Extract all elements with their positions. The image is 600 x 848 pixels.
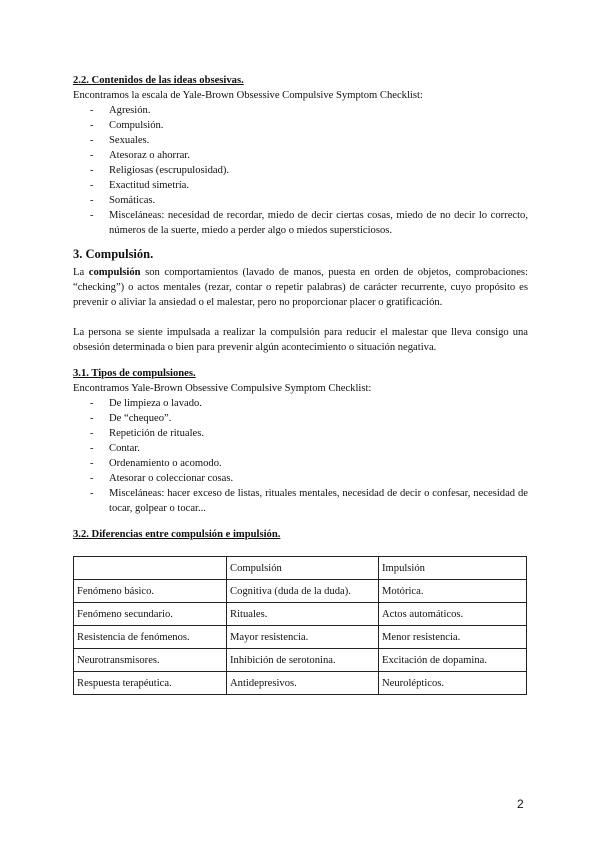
compulsion-types-list xyxy=(73,396,528,516)
compulsion-term: compulsión xyxy=(88,267,141,278)
table-cell: Fenómeno básico. xyxy=(74,580,227,603)
table-cell: Neurotransmisores. xyxy=(74,649,227,672)
table-cell: Fenómeno secundario. xyxy=(74,603,227,626)
section-3-2 xyxy=(73,527,528,542)
list-item: - De “chequeo”. xyxy=(90,413,172,424)
section-2-2-intro: Encontramos la escala de Yale-Brown Obsessive Compulsive Symptom Checklist: xyxy=(73,90,423,101)
table-cell: Neurolépticos. xyxy=(379,672,527,695)
table-cell: Motórica. xyxy=(379,580,527,603)
list-item: - Agresión. xyxy=(90,105,151,116)
page-number: 2 xyxy=(517,797,524,811)
table-row xyxy=(74,672,527,695)
list-item: - Somáticas. xyxy=(90,195,156,206)
table-row xyxy=(74,580,527,603)
list-item: - Misceláneas: hacer exceso de listas, rituales mentales, necesidad de decir o confesar, necesidad de tocar, golpear o tocar... xyxy=(90,488,528,514)
section-2-2-title: Contenidos de las ideas obsesivas. xyxy=(91,75,244,86)
list-item: - Repetición de rituales. xyxy=(90,428,205,439)
table-cell: Resistencia de fenómenos. xyxy=(74,626,227,649)
table-header-cell: Impulsión xyxy=(379,557,527,580)
table-row xyxy=(74,649,527,672)
table-header-cell: Compulsión xyxy=(227,557,379,580)
section-3 xyxy=(73,247,528,355)
section-3-1-intro: Encontramos Yale-Brown Obsessive Compulsive Symptom Checklist: xyxy=(73,383,372,394)
list-item: - De limpieza o lavado. xyxy=(90,398,202,409)
table-header-cell xyxy=(74,557,227,580)
list-item: - Ordenamiento o acomodo. xyxy=(90,458,222,469)
section-3-1-number: 3.1. xyxy=(73,368,89,379)
compulsion-paragraph-2: La persona se siente impulsada a realizar la compulsión para reducir el malestar que lleva consigo una obsesión determinada o bien para prevenir algún acontecimiento o situación negativa. xyxy=(73,327,528,353)
table-cell: Mayor resistencia. xyxy=(227,626,379,649)
list-item: - Exactitud simetría. xyxy=(90,180,190,191)
list-item: - Atesorar o coleccionar cosas. xyxy=(90,473,234,484)
table-cell: Antidepresivos. xyxy=(227,672,379,695)
list-item: - Atesoraz o ahorrar. xyxy=(90,150,190,161)
list-item: - Compulsión. xyxy=(90,120,164,131)
table-cell: Excitación de dopamina. xyxy=(379,649,527,672)
section-3-2-title: Diferencias entre compulsión e impulsión. xyxy=(91,529,281,540)
table-row xyxy=(74,626,527,649)
table-cell: Cognitiva (duda de la duda). xyxy=(227,580,379,603)
table-cell: Rituales. xyxy=(227,603,379,626)
comparison-table xyxy=(73,556,527,695)
compulsion-definition: La compulsión son comportamientos (lavado de manos, puesta en orden de objetos, comprobaciones: “checking”) o actos mentales (rezar, contar o repetir palabras) de carácter recurrente, cuyo propósito es prevenir o aliviar la ansiedad o el malestar, pero no proporcionar placer o gratificación. xyxy=(73,267,528,308)
list-item: - Misceláneas: necesidad de recordar, miedo de decir ciertas cosas, miedo de no decir lo correcto, números de la suerte, miedo a perder algo o miedos supersticiosos. xyxy=(90,210,528,236)
section-3-1-heading xyxy=(73,366,528,381)
table-cell: Inhibición de serotonina. xyxy=(227,649,379,672)
table-cell: Menor resistencia. xyxy=(379,626,527,649)
table-cell: Respuesta terapéutica. xyxy=(74,672,227,695)
table-header-row xyxy=(74,557,527,580)
section-3-2-heading xyxy=(73,527,528,542)
section-2-2-number: 2.2. xyxy=(73,75,89,86)
section-3-title: 3. Compulsión. xyxy=(73,247,154,261)
obsession-content-list xyxy=(73,103,528,238)
section-2-2-heading xyxy=(73,73,528,88)
list-item: - Religiosas (escrupulosidad). xyxy=(90,165,230,176)
table-row xyxy=(74,603,527,626)
section-3-1-title: Tipos de compulsiones. xyxy=(91,368,196,379)
section-3-1 xyxy=(73,366,528,516)
table-cell: Actos automáticos. xyxy=(379,603,527,626)
section-2-2 xyxy=(73,73,528,238)
section-3-2-number: 3.2. xyxy=(73,529,89,540)
list-item: - Sexuales. xyxy=(90,135,150,146)
list-item: - Contar. xyxy=(90,443,140,454)
